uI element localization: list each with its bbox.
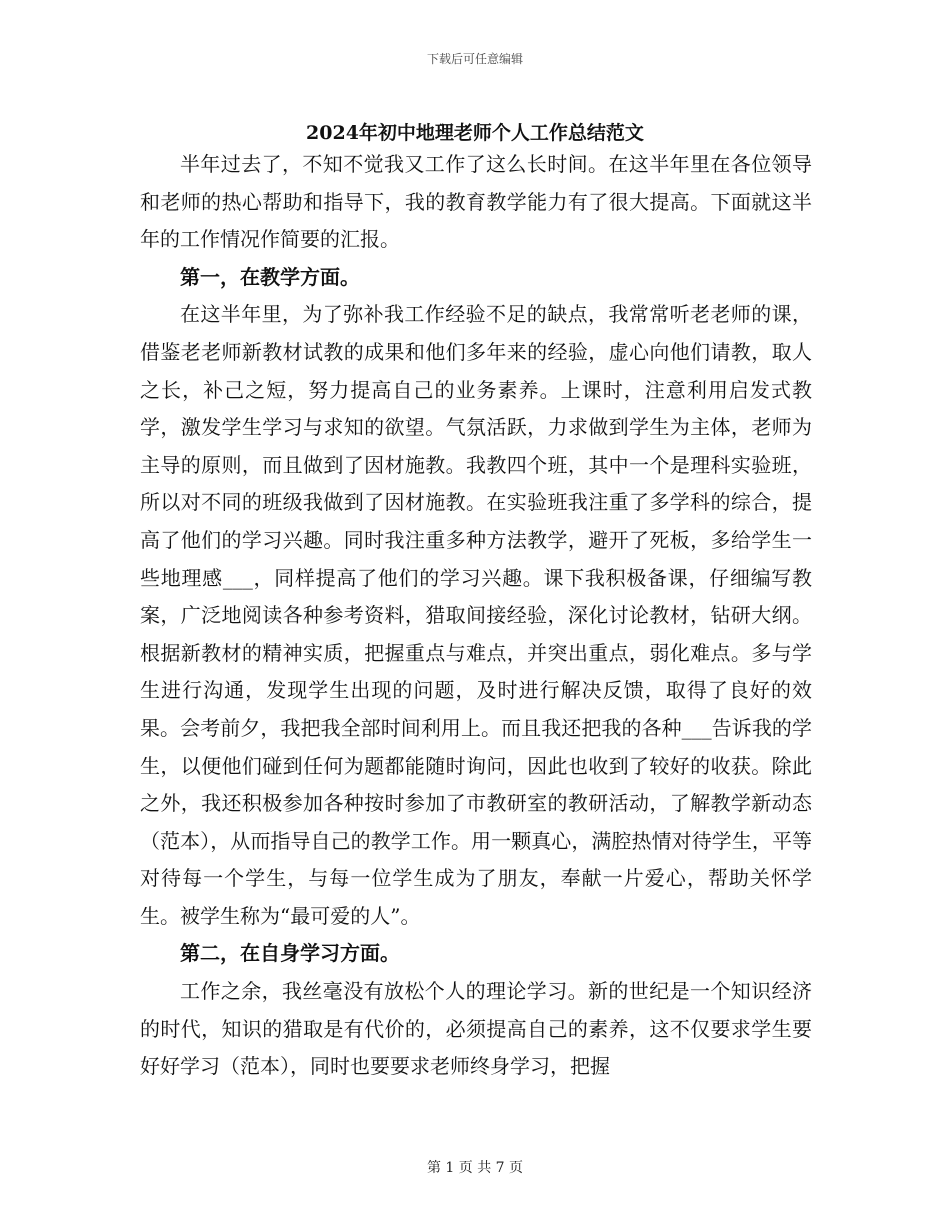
teaching-paragraph: 在这半年里，为了弥补我工作经验不足的缺点，我常常听老老师的课，借鉴老老师新教材试教的成果和他们多年来的经验，虚心向他们请教，取人之长，补己之短，努力提高自己的业务素养。上课时，注意利用启发式教学，激发学生学习与求知的欲望。气氛活跃，力求做到学生为主体，老师为主导的原则，而且做到了因材施教。我教四个班，其中一个是理科实验班，所以对不同的班级我做到了因材施教。在实验班我注重了多学科的综合，提高了他们的学习兴趣。同时我注重多种方法教学，避开了死板，多给学生一些地理感___，同样提高了他们的学习兴趣。课下我积极备课，仔细编写教案，广泛地阅读各种参考资料，猎取间接经验，深化讨论教材，钻研大纲。根据新教材的精神实质，把握重点与难点，并突出重点，弱化难点。多与学生进行沟通，发现学生出现的问题，及时进行解决反馈，取得了良好的效果。会考前夕，我把我全部时间利用上。而且我还把我的各种___告诉我的学生，以便他们碰到任何为题都能随时询问，因此也收到了较好的收获。除此之外，我还积极参加各种按时参加了市教研室的教研活动，了解教学新动态（范本），从而指导自己的教学工作。用一颗真心，满腔热情对待学生，平等对待每一个学生，与每一位学生成为了朋友，奉献一片爱心，帮助关怀学生。被学生称为“最可爱的人”。 (140, 302, 812, 928)
section-heading-teaching: 第一，在教学方面。 (180, 264, 360, 289)
document-body (140, 146, 812, 1086)
document-title: 2024年初中地理老师个人工作总结范文 (306, 122, 644, 144)
page-header: 下载后可任意编辑 (426, 52, 523, 66)
section-heading-self-study: 第二，在自身学习方面。 (180, 941, 400, 966)
page-footer: 第 1 页 共 7 页 (426, 1160, 524, 1176)
intro-paragraph: 半年过去了，不知不觉我又工作了这么长时间。在这半年里在各位领导和老师的热心帮助和指导下，我的教育教学能力有了很大提高。下面就这半年的工作情况作简要的汇报。 (140, 152, 812, 252)
self-study-paragraph: 工作之余，我丝毫没有放松个人的理论学习。新的世纪是一个知识经济的时代，知识的猎取是有代价的，必须提高自己的素养，这不仅要求学生要好好学习（范本），同时也要要求老师终身学习，把握 (140, 979, 812, 1079)
